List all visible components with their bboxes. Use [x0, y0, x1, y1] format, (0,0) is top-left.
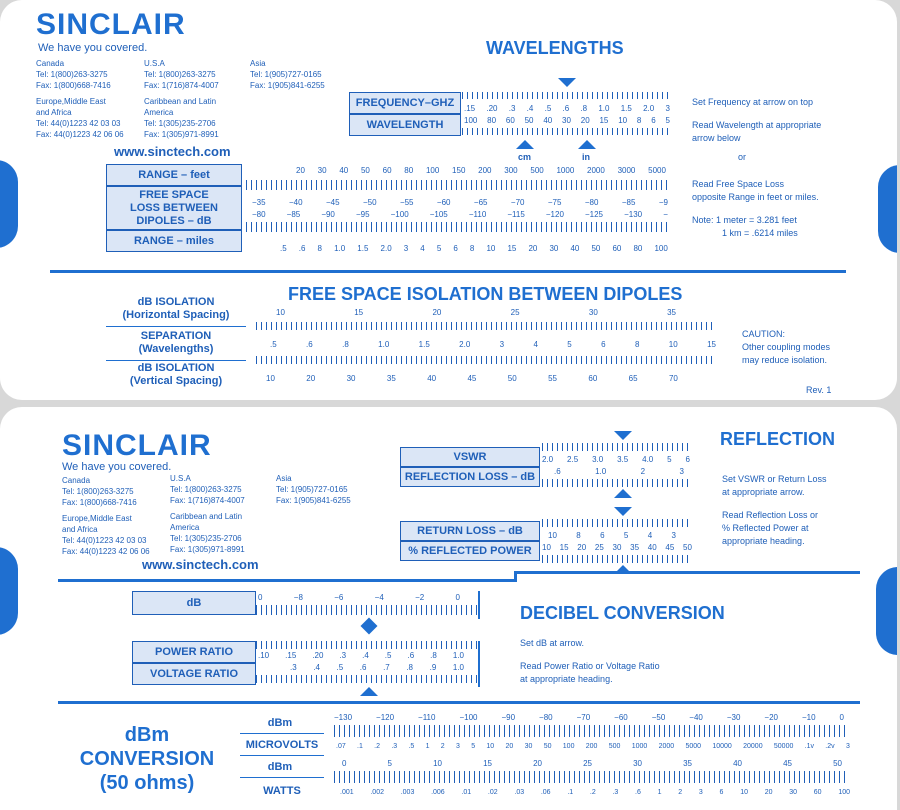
- range-miles-label: RANGE – miles: [106, 230, 242, 252]
- dbm-conversion-title: dBm CONVERSION (50 ohms): [79, 724, 215, 794]
- iso-horizontal-label: dB ISOLATION (Horizontal Spacing): [122, 296, 230, 321]
- range-feet-scale: 20 30 40 50 60 80 100 150 200 300 500 1000 2000 3000 5000: [296, 166, 666, 175]
- decibel-instructions: Set dB at arrow. Read Power Ratio or Voltage Ratio at appropriate heading.: [520, 638, 660, 684]
- dbm-label-1: dBm: [267, 717, 293, 729]
- db-ticks: [256, 605, 478, 615]
- voltage-ticks: [256, 675, 478, 683]
- dbm-underline-1: [240, 733, 324, 734]
- contact-canada: Canada Tel: 1(800)263-3275 Fax: 1(800)668-7416: [36, 59, 111, 90]
- frequency-ticks: [462, 92, 672, 99]
- tagline: We have you covered.: [38, 42, 148, 54]
- dbm-scale-2: 0 5 10 15 20 25 30 35 40 45 50: [342, 759, 842, 768]
- power-ticks: [256, 641, 478, 649]
- ratio-arrow: [360, 687, 378, 696]
- reflected-ticks: [542, 555, 692, 563]
- db-end-bar: [478, 591, 480, 619]
- separation-scale: .5 .6 .8 1.0 1.5 2.0 3 4 5 6 8 10 15: [270, 340, 716, 349]
- reflection-title: REFLECTION: [720, 429, 835, 449]
- unit-in: in: [582, 152, 590, 162]
- voltage-ratio-scale: .3 .4 .5 .6 .7 .8 .9 1.0: [290, 663, 464, 672]
- finger-notch-right-2[interactable]: [876, 567, 897, 655]
- microvolts-label: MICROVOLTS: [245, 739, 319, 751]
- watts-scale: .001 .002 .003 .006 .01 .02 .03 .06 .1 .2 .3 .6 1 2 3 6 10 20 30 60 100: [340, 789, 850, 796]
- power-ratio-label: POWER RATIO: [132, 641, 256, 663]
- contact-asia-2: Asia Tel: 1(905)727-0165 Fax: 1(905)841-6255: [276, 474, 351, 505]
- loss-scale-1: −35 −40 −45 −50 −55 −60 −65 −70 −75 −80 −85 −9: [252, 198, 668, 207]
- db-label: dB: [132, 591, 256, 615]
- divider-left: [58, 579, 514, 582]
- website-link[interactable]: www.sinctech.com: [114, 144, 231, 159]
- contact-usa: U.S.A Tel: 1(800)263-3275 Fax: 1(716)874-4007: [144, 59, 219, 90]
- divider-dbm: [58, 701, 860, 704]
- free-space-loss-label: FREE SPACE LOSS BETWEEN DIPOLES – dB: [106, 186, 242, 230]
- return-ticks: [542, 519, 692, 527]
- dbm-ticks-2: [334, 771, 846, 783]
- dbm-label-2: dBm: [267, 761, 293, 773]
- iso-horizontal-scale: 10 15 20 25 30 35: [276, 308, 676, 317]
- reflected-power-label: % REFLECTED POWER: [400, 541, 540, 561]
- rl-ticks: [542, 479, 692, 487]
- frequency-ghz-label: FREQUENCY–GHZ: [349, 92, 461, 114]
- reflection-instructions: Set VSWR or Return Loss at appropriate arrow. Read Reflection Loss or % Reflected Power at appropriate heading.: [722, 474, 827, 546]
- section-divider: [50, 270, 846, 273]
- power-ratio-scale: .10 .15 .20 .3 .4 .5 .6 .8 1.0: [258, 651, 464, 660]
- contact-caribbean-2: Caribbean and Latin America Tel: 1(305)235-2706 Fax: 1(305)971-8991: [170, 512, 245, 554]
- microvolts-underline: [240, 755, 324, 756]
- contact-europe: Europe,Middle East and Africa Tel: 44(0)1223 42 03 03 Fax: 44(0)1223 42 06 06: [36, 97, 124, 139]
- vswr-arrow: [614, 431, 632, 440]
- label-underline-1: [106, 326, 246, 327]
- in-arrow: [578, 140, 596, 149]
- contact-caribbean: Caribbean and Latin America Tel: 1(305)235-2706 Fax: 1(305)971-8991: [144, 97, 219, 139]
- cm-arrow: [516, 140, 534, 149]
- wavelength-ticks: [462, 128, 672, 135]
- power-end-bar: [478, 641, 480, 687]
- db-arrow-marker: [361, 618, 378, 635]
- sinclair-logo-2: SINCLAIR: [62, 429, 212, 462]
- decibel-title: DECIBEL CONVERSION: [520, 603, 725, 623]
- frequency-arrow: [558, 78, 576, 87]
- iso-vertical-scale: 10 20 30 35 40 45 50 55 60 65 70: [266, 374, 678, 383]
- return-loss-label: RETURN LOSS – dB: [400, 521, 540, 541]
- wavelength-label: WAVELENGTH: [349, 114, 461, 136]
- iso-h-ticks: [256, 322, 716, 330]
- range-feet-label: RANGE – feet: [106, 164, 242, 186]
- contact-usa-2: U.S.A Tel: 1(800)263-3275 Fax: 1(716)874-4007: [170, 474, 245, 505]
- caution-note: CAUTION: Other coupling modes may reduce isolation.: [742, 329, 831, 365]
- reflection-loss-arrow: [614, 489, 632, 498]
- sinclair-logo: SINCLAIR: [36, 8, 186, 41]
- dbm-scale-1: −130 −120 −110 −100 −90 −80 −70 −60 −50 −40 −30 −20 −10 0: [334, 713, 844, 722]
- reflection-loss-label: REFLECTION LOSS – dB: [400, 467, 540, 487]
- iso-v-ticks: [256, 356, 716, 364]
- separation-label: SEPARATION (Wavelengths): [138, 330, 214, 355]
- tagline-2: We have you covered.: [62, 461, 172, 473]
- watts-label: WATTS: [263, 785, 301, 797]
- reflection-loss-scale: .6 1.0 2 3: [554, 467, 684, 476]
- wavelength-scale: 100 80 60 50 40 30 20 15 10 8 6 5: [464, 116, 670, 125]
- return-loss-arrow: [614, 507, 632, 516]
- contact-europe-2: Europe,Middle East and Africa Tel: 44(0)1223 42 03 03 Fax: 44(0)1223 42 06 06: [62, 514, 150, 556]
- unit-cm: cm: [518, 152, 532, 162]
- label-underline-2: [106, 360, 246, 361]
- return-loss-scale: 10 8 6 5 4 3: [548, 531, 676, 540]
- divider-right: [514, 571, 860, 574]
- wavelength-instructions: Set Frequency at arrow on top Read Wavelength at appropriate arrow below or Read Free Space Loss opposite Range in feet or miles. Note: 1 meter = 3.281 feet 1 km = .6214 miles: [692, 97, 822, 238]
- wavelengths-title: WAVELENGTHS: [486, 38, 624, 58]
- finger-notch-left[interactable]: [0, 160, 18, 248]
- finger-notch-left-2[interactable]: [0, 547, 18, 635]
- iso-vertical-label: dB ISOLATION (Vertical Spacing): [129, 362, 223, 387]
- microvolts-scale: .07 .1 .2 .3 .5 1 2 3 5 10 20 30 50 100 200 500 1000 2000 5000 10000 20000 50000 .1v .2v 3: [336, 743, 850, 750]
- vswr-label: VSWR: [400, 447, 540, 467]
- revision-label: Rev. 1: [806, 385, 832, 395]
- miles-ticks: [246, 222, 670, 232]
- slide-card-bottom: [0, 407, 897, 810]
- frequency-scale: .15 .20 .3 .4 .5 .6 .8 1.0 1.5 2.0 3: [464, 104, 670, 113]
- loss-scale-2: −80 −85 −90 −95 −100 −105 −110 −115 −120 −125 −130 −: [252, 210, 668, 219]
- dbm-ticks-1: [334, 725, 846, 737]
- finger-notch-right[interactable]: [878, 165, 897, 253]
- reflected-power-scale: 10 15 20 25 30 35 40 45 50: [542, 543, 692, 552]
- db-scale: 0 −8 −6 −4 −2 0: [258, 593, 460, 602]
- dbm-underline-2: [240, 777, 324, 778]
- isolation-title: FREE SPACE ISOLATION BETWEEN DIPOLES: [288, 284, 683, 304]
- range-miles-scale: .5 .6 8 1.0 1.5 2.0 3 4 5 6 8 10 15 20 30 40 50 60 80 100: [280, 244, 668, 253]
- vswr-ticks: [542, 443, 692, 451]
- slide-card-top: [0, 0, 897, 400]
- website-link-2[interactable]: www.sinctech.com: [142, 557, 259, 572]
- contact-asia: Asia Tel: 1(905)727-0165 Fax: 1(905)841-6255: [250, 59, 325, 90]
- voltage-ratio-label: VOLTAGE RATIO: [132, 663, 256, 685]
- contact-canada-2: Canada Tel: 1(800)263-3275 Fax: 1(800)668-7416: [62, 476, 137, 507]
- vswr-scale: 2.0 2.5 3.0 3.5 4.0 5 6: [542, 455, 690, 464]
- feet-ticks: [246, 180, 670, 190]
